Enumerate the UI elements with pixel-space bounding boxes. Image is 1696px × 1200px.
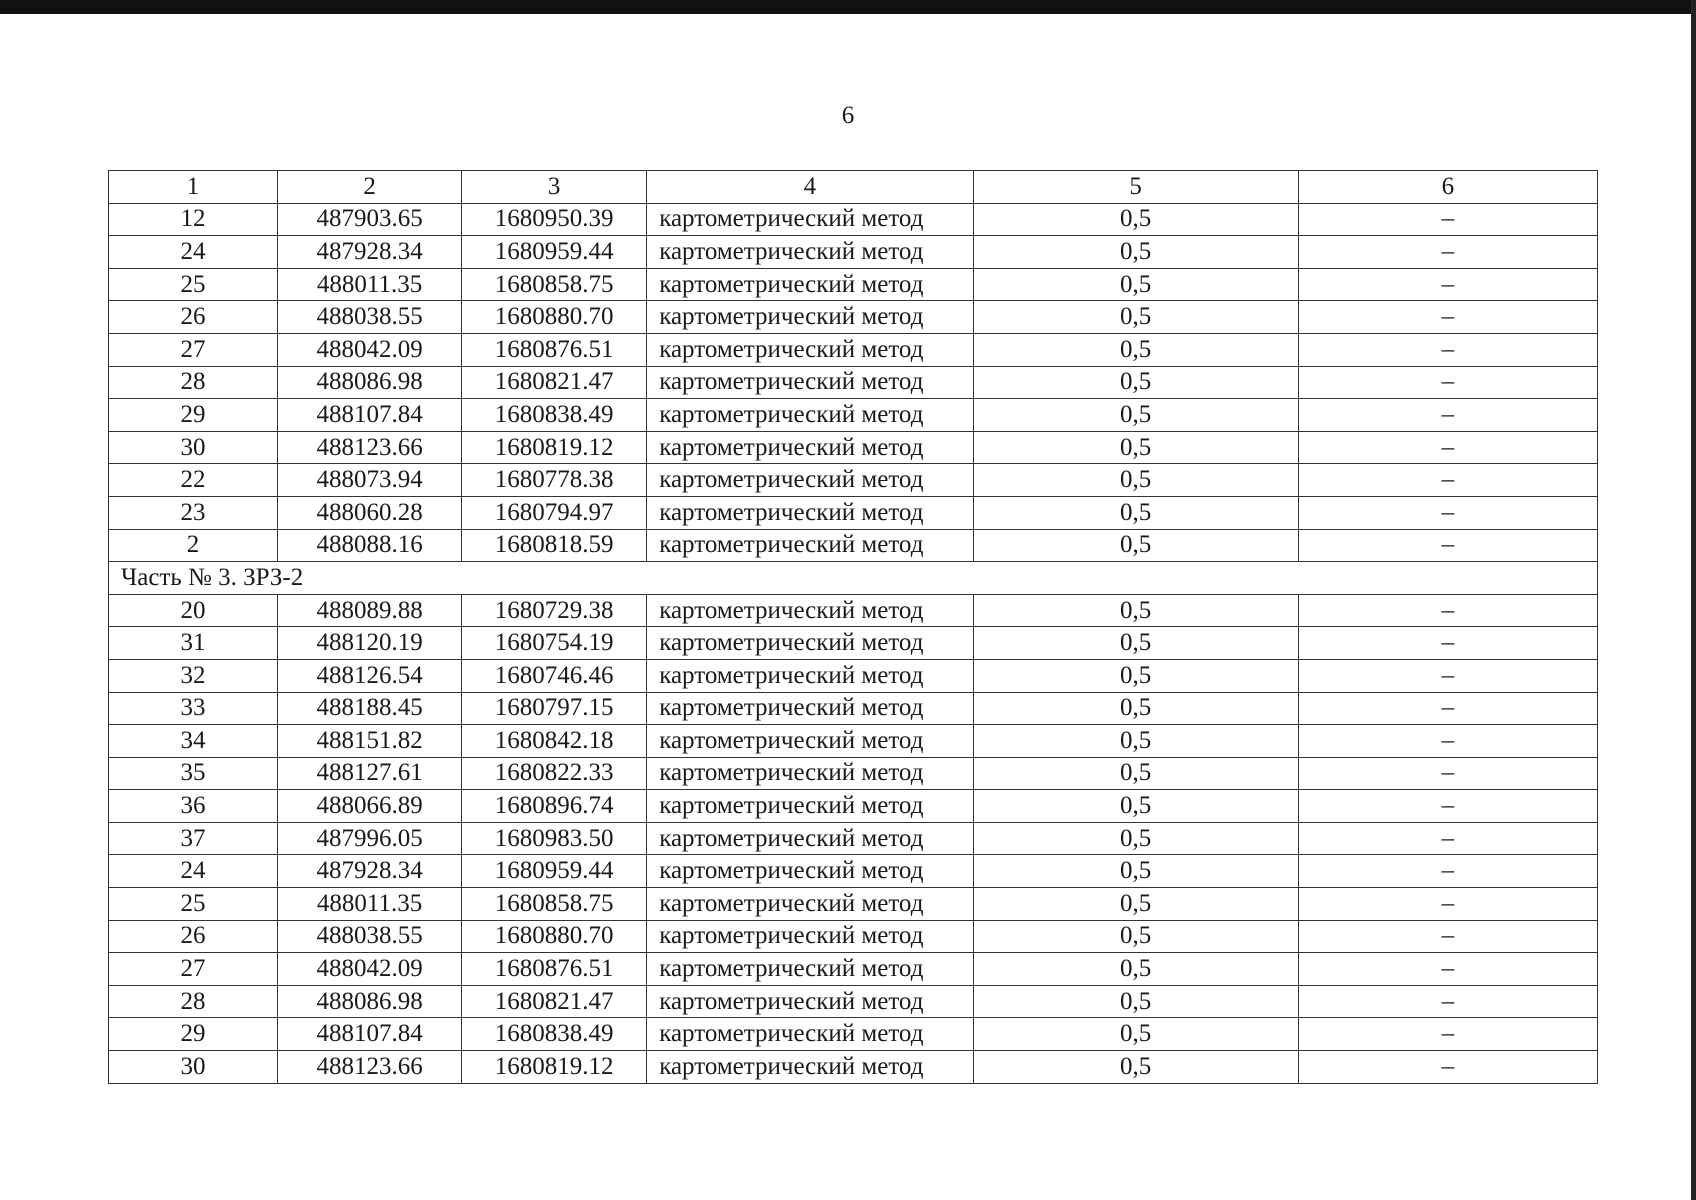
y-coordinate-cell: 1680858.75	[462, 888, 647, 921]
accuracy-cell: 0,5	[973, 920, 1298, 953]
x-coordinate-cell: 488066.89	[278, 790, 462, 823]
y-coordinate-cell: 1680858.75	[462, 268, 647, 301]
table-row	[109, 627, 1598, 660]
note-cell: –	[1298, 301, 1597, 334]
point-number-cell: 32	[109, 659, 278, 692]
method-cell: картометрический метод	[647, 888, 973, 921]
table-row	[109, 920, 1598, 953]
y-coordinate-cell: 1680754.19	[462, 627, 647, 660]
method-cell: картометрический метод	[647, 659, 973, 692]
note-cell: –	[1298, 855, 1597, 888]
x-coordinate-cell: 488042.09	[278, 333, 462, 366]
method-cell: картометрический метод	[647, 268, 973, 301]
table-row	[109, 496, 1598, 529]
point-number-cell: 25	[109, 268, 278, 301]
note-cell: –	[1298, 725, 1597, 758]
accuracy-cell: 0,5	[973, 236, 1298, 269]
method-cell: картометрический метод	[647, 333, 973, 366]
y-coordinate-cell: 1680746.46	[462, 659, 647, 692]
method-cell: картометрический метод	[647, 790, 973, 823]
x-coordinate-cell: 488188.45	[278, 692, 462, 725]
table-row	[109, 953, 1598, 986]
coordinates-table	[108, 170, 1598, 1084]
point-number-cell: 20	[109, 594, 278, 627]
point-number-cell: 26	[109, 301, 278, 334]
table-row	[109, 888, 1598, 921]
page-number: 6	[841, 102, 855, 129]
y-coordinate-cell: 1680896.74	[462, 790, 647, 823]
header-cell: 5	[973, 171, 1298, 204]
x-coordinate-cell: 487928.34	[278, 855, 462, 888]
y-coordinate-cell: 1680838.49	[462, 1018, 647, 1051]
y-coordinate-cell: 1680729.38	[462, 594, 647, 627]
x-coordinate-cell: 488042.09	[278, 953, 462, 986]
y-coordinate-cell: 1680797.15	[462, 692, 647, 725]
point-number-cell: 25	[109, 888, 278, 921]
accuracy-cell: 0,5	[973, 464, 1298, 497]
point-number-cell: 24	[109, 236, 278, 269]
accuracy-cell: 0,5	[973, 399, 1298, 432]
table-row	[109, 757, 1598, 790]
point-number-cell: 30	[109, 431, 278, 464]
method-cell: картометрический метод	[647, 236, 973, 269]
method-cell: картометрический метод	[647, 431, 973, 464]
note-cell: –	[1298, 203, 1597, 236]
x-coordinate-cell: 488011.35	[278, 888, 462, 921]
accuracy-cell: 0,5	[973, 627, 1298, 660]
table-row	[109, 692, 1598, 725]
note-cell: –	[1298, 496, 1597, 529]
method-cell: картометрический метод	[647, 855, 973, 888]
y-coordinate-cell: 1680821.47	[462, 985, 647, 1018]
table-row	[109, 529, 1598, 562]
table-row	[109, 725, 1598, 758]
y-coordinate-cell: 1680778.38	[462, 464, 647, 497]
note-cell: –	[1298, 529, 1597, 562]
y-coordinate-cell: 1680842.18	[462, 725, 647, 758]
header-cell: 4	[647, 171, 973, 204]
x-coordinate-cell: 488127.61	[278, 757, 462, 790]
point-number-cell: 27	[109, 953, 278, 986]
x-coordinate-cell: 488038.55	[278, 920, 462, 953]
accuracy-cell: 0,5	[973, 953, 1298, 986]
note-cell: –	[1298, 985, 1597, 1018]
accuracy-cell: 0,5	[973, 366, 1298, 399]
accuracy-cell: 0,5	[973, 1018, 1298, 1051]
table-row	[109, 236, 1598, 269]
table-header-row	[109, 171, 1598, 204]
y-coordinate-cell: 1680821.47	[462, 366, 647, 399]
method-cell: картометрический метод	[647, 627, 973, 660]
method-cell: картометрический метод	[647, 822, 973, 855]
method-cell: картометрический метод	[647, 920, 973, 953]
method-cell: картометрический метод	[647, 985, 973, 1018]
table-row	[109, 594, 1598, 627]
table-row	[109, 985, 1598, 1018]
y-coordinate-cell: 1680880.70	[462, 920, 647, 953]
method-cell: картометрический метод	[647, 1051, 973, 1084]
point-number-cell: 30	[109, 1051, 278, 1084]
x-coordinate-cell: 488126.54	[278, 659, 462, 692]
note-cell: –	[1298, 1018, 1597, 1051]
x-coordinate-cell: 488086.98	[278, 985, 462, 1018]
y-coordinate-cell: 1680959.44	[462, 855, 647, 888]
note-cell: –	[1298, 822, 1597, 855]
note-cell: –	[1298, 757, 1597, 790]
point-number-cell: 26	[109, 920, 278, 953]
y-coordinate-cell: 1680880.70	[462, 301, 647, 334]
accuracy-cell: 0,5	[973, 757, 1298, 790]
x-coordinate-cell: 487903.65	[278, 203, 462, 236]
point-number-cell: 28	[109, 985, 278, 1018]
method-cell: картометрический метод	[647, 953, 973, 986]
point-number-cell: 31	[109, 627, 278, 660]
note-cell: –	[1298, 627, 1597, 660]
note-cell: –	[1298, 366, 1597, 399]
y-coordinate-cell: 1680959.44	[462, 236, 647, 269]
x-coordinate-cell: 488151.82	[278, 725, 462, 758]
accuracy-cell: 0,5	[973, 431, 1298, 464]
note-cell: –	[1298, 464, 1597, 497]
accuracy-cell: 0,5	[973, 529, 1298, 562]
point-number-cell: 36	[109, 790, 278, 823]
header-cell: 6	[1298, 171, 1597, 204]
accuracy-cell: 0,5	[973, 855, 1298, 888]
accuracy-cell: 0,5	[973, 594, 1298, 627]
accuracy-cell: 0,5	[973, 790, 1298, 823]
method-cell: картометрический метод	[647, 594, 973, 627]
note-cell: –	[1298, 692, 1597, 725]
table-row	[109, 301, 1598, 334]
note-cell: –	[1298, 953, 1597, 986]
accuracy-cell: 0,5	[973, 822, 1298, 855]
method-cell: картометрический метод	[647, 529, 973, 562]
note-cell: –	[1298, 236, 1597, 269]
accuracy-cell: 0,5	[973, 985, 1298, 1018]
point-number-cell: 2	[109, 529, 278, 562]
y-coordinate-cell: 1680876.51	[462, 333, 647, 366]
point-number-cell: 33	[109, 692, 278, 725]
header-cell: 1	[109, 171, 278, 204]
note-cell: –	[1298, 333, 1597, 366]
note-cell: –	[1298, 888, 1597, 921]
scan-top-border	[0, 0, 1696, 14]
x-coordinate-cell: 487928.34	[278, 236, 462, 269]
section-title: Часть № 3. ЗРЗ-2	[109, 562, 1598, 595]
method-cell: картометрический метод	[647, 1018, 973, 1051]
point-number-cell: 29	[109, 399, 278, 432]
x-coordinate-cell: 488107.84	[278, 399, 462, 432]
method-cell: картометрический метод	[647, 757, 973, 790]
note-cell: –	[1298, 594, 1597, 627]
x-coordinate-cell: 488120.19	[278, 627, 462, 660]
accuracy-cell: 0,5	[973, 725, 1298, 758]
y-coordinate-cell: 1680794.97	[462, 496, 647, 529]
x-coordinate-cell: 488107.84	[278, 1018, 462, 1051]
note-cell: –	[1298, 659, 1597, 692]
table-row	[109, 464, 1598, 497]
header-cell: 2	[278, 171, 462, 204]
table-row	[109, 822, 1598, 855]
accuracy-cell: 0,5	[973, 888, 1298, 921]
x-coordinate-cell: 488123.66	[278, 431, 462, 464]
table-row	[109, 855, 1598, 888]
method-cell: картометрический метод	[647, 301, 973, 334]
note-cell: –	[1298, 399, 1597, 432]
y-coordinate-cell: 1680818.59	[462, 529, 647, 562]
y-coordinate-cell: 1680819.12	[462, 1051, 647, 1084]
section-row	[109, 562, 1598, 595]
accuracy-cell: 0,5	[973, 301, 1298, 334]
y-coordinate-cell: 1680950.39	[462, 203, 647, 236]
method-cell: картометрический метод	[647, 496, 973, 529]
x-coordinate-cell: 488038.55	[278, 301, 462, 334]
point-number-cell: 29	[109, 1018, 278, 1051]
table-row	[109, 1018, 1598, 1051]
note-cell: –	[1298, 268, 1597, 301]
accuracy-cell: 0,5	[973, 333, 1298, 366]
point-number-cell: 22	[109, 464, 278, 497]
y-coordinate-cell: 1680838.49	[462, 399, 647, 432]
table-row	[109, 366, 1598, 399]
table-row	[109, 399, 1598, 432]
x-coordinate-cell: 488086.98	[278, 366, 462, 399]
table-row	[109, 1051, 1598, 1084]
x-coordinate-cell: 488060.28	[278, 496, 462, 529]
table-row	[109, 268, 1598, 301]
table-row	[109, 790, 1598, 823]
x-coordinate-cell: 488089.88	[278, 594, 462, 627]
point-number-cell: 35	[109, 757, 278, 790]
table-row	[109, 333, 1598, 366]
accuracy-cell: 0,5	[973, 1051, 1298, 1084]
table-row	[109, 431, 1598, 464]
point-number-cell: 28	[109, 366, 278, 399]
accuracy-cell: 0,5	[973, 692, 1298, 725]
x-coordinate-cell: 488011.35	[278, 268, 462, 301]
accuracy-cell: 0,5	[973, 268, 1298, 301]
method-cell: картометрический метод	[647, 725, 973, 758]
y-coordinate-cell: 1680819.12	[462, 431, 647, 464]
note-cell: –	[1298, 431, 1597, 464]
point-number-cell: 27	[109, 333, 278, 366]
note-cell: –	[1298, 1051, 1597, 1084]
x-coordinate-cell: 487996.05	[278, 822, 462, 855]
method-cell: картометрический метод	[647, 464, 973, 497]
point-number-cell: 37	[109, 822, 278, 855]
accuracy-cell: 0,5	[973, 659, 1298, 692]
y-coordinate-cell: 1680876.51	[462, 953, 647, 986]
note-cell: –	[1298, 790, 1597, 823]
table-row	[109, 659, 1598, 692]
table-row	[109, 203, 1598, 236]
point-number-cell: 12	[109, 203, 278, 236]
method-cell: картометрический метод	[647, 399, 973, 432]
accuracy-cell: 0,5	[973, 496, 1298, 529]
note-cell: –	[1298, 920, 1597, 953]
x-coordinate-cell: 488123.66	[278, 1051, 462, 1084]
scan-right-border	[1691, 0, 1696, 1200]
x-coordinate-cell: 488073.94	[278, 464, 462, 497]
point-number-cell: 24	[109, 855, 278, 888]
accuracy-cell: 0,5	[973, 203, 1298, 236]
point-number-cell: 23	[109, 496, 278, 529]
x-coordinate-cell: 488088.16	[278, 529, 462, 562]
header-cell: 3	[462, 171, 647, 204]
point-number-cell: 34	[109, 725, 278, 758]
method-cell: картометрический метод	[647, 692, 973, 725]
method-cell: картометрический метод	[647, 203, 973, 236]
y-coordinate-cell: 1680822.33	[462, 757, 647, 790]
method-cell: картометрический метод	[647, 366, 973, 399]
y-coordinate-cell: 1680983.50	[462, 822, 647, 855]
